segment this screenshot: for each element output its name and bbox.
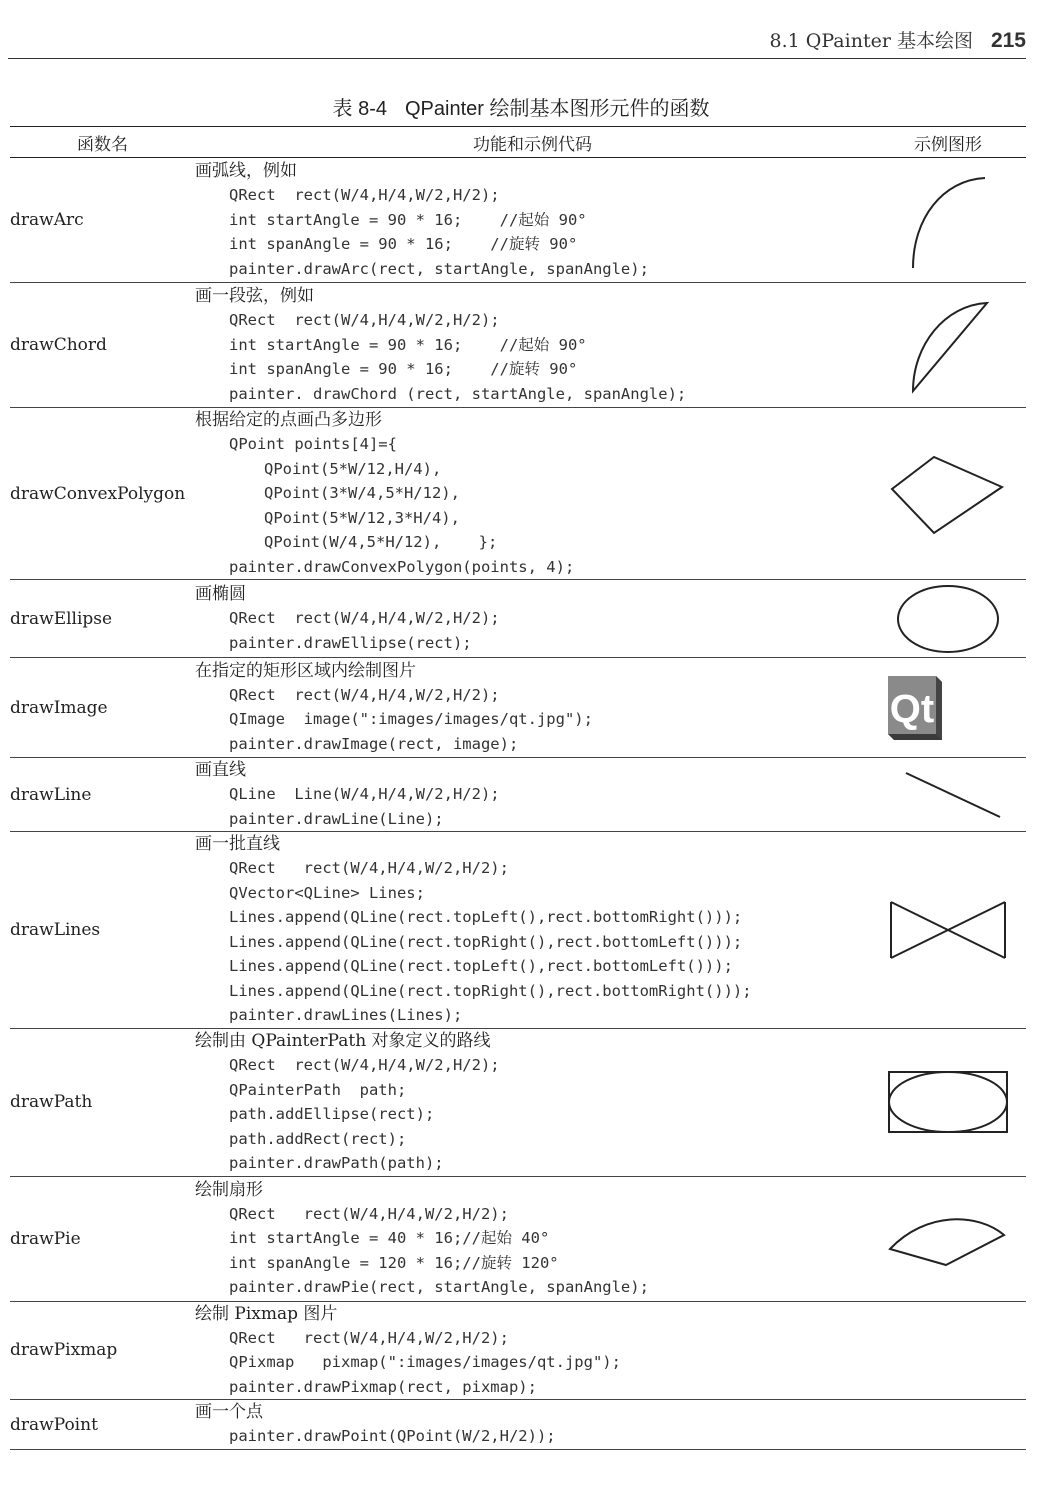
col-header-code: 功能和示例代码 [195,127,870,158]
code-line: painter.drawLine(Line); [229,809,444,828]
description: 画一个点 [195,1402,263,1423]
function-name: drawPixmap [10,1301,195,1400]
function-name: drawPie [10,1176,195,1301]
lines-figure [888,899,1008,961]
code-line: painter.drawImage(rect, image); [229,734,519,753]
table-title: QPainter 绘制基本图形元件的函数 [404,98,710,120]
qt-logo-icon [870,668,1026,748]
code-line: QRect rect(W/4,H/4,W/2,H/2); [229,186,500,204]
code-line: painter.drawConvexPolygon(points, 4); [229,557,575,576]
table-row [10,580,1026,658]
table-row [10,408,1026,580]
table-row [10,1176,1026,1301]
table-number: 表 8-4 [332,98,387,120]
running-header [0,26,1026,53]
function-name: drawPoint [10,1400,195,1450]
description: 绘制扇形 [195,1179,263,1200]
code-line: QImage image(":images/images/qt.jpg"); [229,710,593,729]
code-line: painter. drawChord (rect, startAngle, spanAngle); [229,384,687,403]
function-name: drawArc [10,158,195,283]
description: 画椭圆 [195,584,246,604]
figure-cell [870,580,1026,658]
code-line: QRect rect(W/4,H/4,W/2,H/2); [229,1328,509,1347]
code-line: QPoint(5*W/12,H/4), [264,459,442,478]
code-line: QPoint(3*W/4,5*H/12), [264,484,460,502]
code-line: Lines.append(QLine(rect.topRight(),rect.bottomLeft())); [229,932,743,951]
code-line: QPoint points[4]={ [229,435,397,453]
code-line: painter.drawPixmap(rect, pixmap); [229,1377,537,1396]
table-row [10,283,1026,408]
code-cell [195,1029,870,1177]
code-line: path.addEllipse(rect); [229,1105,435,1123]
function-name: drawLines [10,832,195,1029]
code-line: int startAngle = 40 * 16;//起始 40° [229,1229,550,1247]
code-line: QVector<QLine> Lines; [229,883,425,902]
line-figure [892,767,1004,823]
code-line: painter.drawLines(Lines); [229,1006,463,1025]
code-line: int spanAngle = 90 * 16; //旋转 90° [229,235,578,253]
table-row [10,1029,1026,1177]
figure-cell [870,1301,1026,1400]
code-line: painter.drawPath(path); [229,1154,444,1172]
table-header-row [10,127,1026,158]
code-line: QPainterPath path; [229,1080,407,1099]
function-name: drawImage [10,658,195,758]
table-row [10,1301,1026,1400]
arc-figure [893,168,1003,272]
col-header-figure: 示例图形 [870,127,1026,158]
function-name: drawEllipse [10,580,195,658]
table-row [10,658,1026,758]
function-name: drawChord [10,283,195,408]
code-line: painter.drawPie(rect, startAngle, spanAngle); [229,1278,649,1296]
code-line: painter.drawEllipse(rect); [229,633,472,652]
code-line: QPoint(W/4,5*H/12), }; [264,533,498,551]
code-line: painter.drawPoint(QPoint(W/2,H/2)); [229,1427,556,1446]
code-line: QRect rect(W/4,H/4,W/2,H/2); [229,1056,500,1074]
figure-cell [870,1029,1026,1177]
code-cell [195,158,870,283]
code-line: int spanAngle = 90 * 16; //旋转 90° [229,360,578,378]
code-line: QPixmap pixmap(":images/images/qt.jpg"); [229,1353,621,1371]
description: 根据给定的点画凸多边形 [195,410,382,430]
pie-figure [886,1209,1010,1269]
code-line: QRect rect(W/4,H/4,W/2,H/2); [229,685,500,704]
code-line: QLine Line(W/4,H/4,W/2,H/2); [229,785,500,803]
description: 画直线 [195,760,246,780]
table-row [10,1400,1026,1450]
functions-table [10,126,1026,1450]
function-name: drawConvexPolygon [10,408,195,580]
code-line: Lines.append(QLine(rect.topRight(),rect.bottomRight())); [229,981,752,1000]
figure-cell [870,832,1026,1029]
description: 绘制由 QPainterPath 对象定义的路线 [195,1031,491,1051]
table-row [10,158,1026,283]
code-cell [195,1301,870,1400]
code-line: QRect rect(W/4,H/4,W/2,H/2); [229,311,500,329]
code-line: int startAngle = 90 * 16; //起始 90° [229,210,587,229]
code-cell [195,758,870,832]
code-line: int spanAngle = 120 * 16;//旋转 120° [229,1253,559,1272]
code-line: Lines.append(QLine(rect.topLeft(),rect.bottomRight())); [229,908,743,927]
description: 画一段弦，例如 [195,286,314,306]
col-header-name: 函数名 [10,127,195,158]
code-line: QRect rect(W/4,H/4,W/2,H/2); [229,609,500,627]
function-name: drawPath [10,1029,195,1177]
code-line: QPoint(5*W/12,3*H/4), [264,508,460,527]
header-rule [8,58,1026,59]
code-cell [195,580,870,658]
description: 画一批直线 [195,834,280,855]
polygon-figure [888,449,1008,539]
page-number: 215 [990,29,1026,52]
table-row [10,758,1026,832]
description: 画弧线，例如 [195,161,297,181]
ellipse-figure [892,583,1004,655]
figure-cell [870,158,1026,283]
code-line: path.addRect(rect); [229,1129,407,1148]
table-row [10,832,1026,1029]
figure-cell [870,758,1026,832]
chord-figure [893,293,1003,397]
code-line: int startAngle = 90 * 16; //起始 90° [229,335,587,354]
function-name: drawLine [10,758,195,832]
code-cell [195,283,870,408]
code-cell [195,1400,870,1450]
code-cell [195,658,870,758]
code-cell [195,832,870,1029]
figure-cell [870,1176,1026,1301]
description: 绘制 Pixmap 图片 [195,1303,338,1324]
code-line: painter.drawArc(rect, startAngle, spanAngle); [229,259,649,278]
table-caption [0,92,1042,121]
code-line: QRect rect(W/4,H/4,W/2,H/2); [229,859,509,878]
figure-cell [870,658,1026,758]
qt-logo-text: Qt [889,686,935,731]
code-line: QRect rect(W/4,H/4,W/2,H/2); [229,1204,509,1223]
figure-cell [870,408,1026,580]
section-title: 8.1 QPainter 基本绘图 [769,30,973,52]
figure-cell [870,283,1026,408]
code-line: Lines.append(QLine(rect.topLeft(),rect.bottomLeft())); [229,957,733,976]
code-cell [195,408,870,580]
figure-cell [870,1400,1026,1450]
path-figure [886,1069,1010,1135]
code-cell [195,1176,870,1301]
description: 在指定的矩形区域内绘制图片 [195,660,416,681]
